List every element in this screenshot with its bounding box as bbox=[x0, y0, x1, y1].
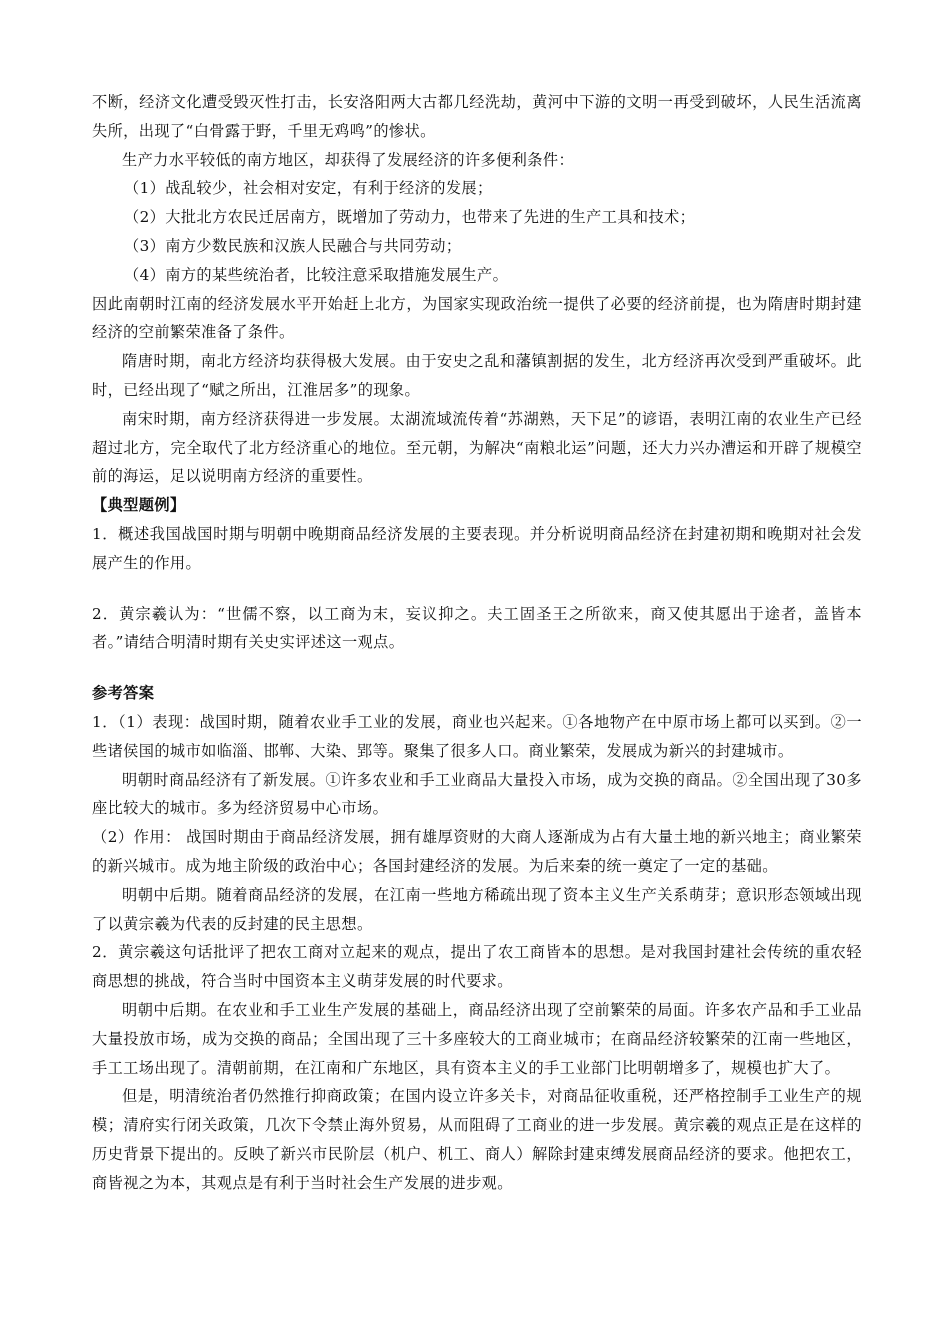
answer-2-part-2: 明朝中后期。在农业和手工业生产发展的基础上，商品经济出现了空前繁荣的局面。许多农产品和手工业品大量投放市场，成为交换的商品；全国出现了三十多座较大的工商业城市；在商品经济较繁荣的江南一些地区，手工工场出现了。清朝前期，在江南和广东地区，具有资本主义的手工业部门比明朝增多了，规模也扩大了。 bbox=[92, 1000, 862, 1077]
question-1: 1．概述我国战国时期与明朝中晚期商品经济发展的主要表现。并分析说明商品经济在封建初期和晚期对社会发展产生的作用。 bbox=[92, 524, 862, 572]
question-2: 2．黄宗羲认为：“世儒不察，以工商为末，妄议抑之。夫工固圣王之所欲来，商又使其愿出于途者，盖皆本者。”请结合明清时期有关史实评述这一观点。 bbox=[92, 604, 862, 652]
conditions-list bbox=[92, 174, 862, 289]
intro-paragraph-4: 隋唐时期，南北方经济均获得极大发展。由于安史之乱和藩镇割据的发生，北方经济再次受到严重破坏。此时，已经出现了“赋之所出，江淮居多”的现象。 bbox=[92, 352, 862, 399]
answer-2-part-3: 但是，明清统治者仍然推行抑商政策；在国内设立许多关卡，对商品征收重税，还严格控制手工业生产的规模；清府实行闭关政策，几次下令禁止海外贸易，从而阻碍了工商业的进一步发展。黄宗羲的观点正是在这样的历史背景下提出的。反映了新兴市民阶层（机户、机工、商人）解除封建束缚发展商品经济的要求。他把农工，商皆视之为本，其观点是有利于当时社会生产发展的进步观。 bbox=[92, 1087, 862, 1192]
answer-1-part-4: 明朝中后期。随着商品经济的发展，在江南一些地方稀疏出现了资本主义生产关系萌芽；意识形态领域出现了以黄宗羲为代表的反封建的民主思想。 bbox=[92, 885, 862, 933]
intro-paragraph-1: 不断，经济文化遭受毁灭性打击，长安洛阳两大古都几经洗劫，黄河中下游的文明一再受到破坏，人民生活流离失所，出现了“白骨露于野，千里无鸡鸣”的惨状。 bbox=[92, 93, 862, 140]
answer-1-part-2: 明朝时商品经济有了新发展。①许多农业和手工业商品大量投入市场，成为交换的商品。②全国出现了30多座比较大的城市。多为经济贸易中心市场。 bbox=[92, 770, 862, 818]
condition-item: （1）战乱较少，社会相对安定，有利于经济的发展； bbox=[124, 179, 493, 198]
spacer bbox=[92, 578, 862, 600]
condition-item: （3）南方少数民族和汉族人民融合与共同劳动； bbox=[124, 236, 462, 255]
answers-heading: 参考答案 bbox=[92, 684, 155, 703]
intro-paragraph-5: 南宋时期，南方经济获得进一步发展。太湖流域流传着“苏湖熟，天下足”的谚语，表明江南的农业生产已经超过北方，完全取代了北方经济重心的地位。至元朝，为解决“南粮北运”问题，还大力兴办漕运和开辟了规模空前的海运，足以说明南方经济的重要性。 bbox=[92, 409, 862, 486]
examples-heading: 【典型题例】 bbox=[92, 496, 186, 515]
intro-paragraph-3: 因此南朝时江南的经济发展水平开始赶上北方，为国家实现政治统一提供了必要的经济前提，也为隋唐时期封建经济的空前繁荣准备了条件。 bbox=[92, 294, 862, 342]
answer-1-part-3: （2）作用： 战国时期由于商品经济发展，拥有雄厚资财的大商人逐渐成为占有大量土地的新兴地主；商业繁荣的新兴城市。成为地主阶级的政治中心；各国封建经济的发展。为后来秦的统一奠定了一定的基础。 bbox=[92, 828, 862, 875]
intro-paragraph-2: 生产力水平较低的南方地区，却获得了发展经济的许多便利条件： bbox=[122, 150, 575, 169]
answer-1-part-1: 1．（1）表现：战国时期，随着农业手工业的发展，商业也兴起来。①各地物产在中原市场上都可以买到。②一些诸侯国的城市如临淄、邯郸、大染、郢等。聚集了很多人口。商业繁荣，发展成为新兴的封建城市。 bbox=[92, 712, 862, 760]
answer-2-part-1: 2．黄宗羲这句话批评了把农工商对立起来的观点，提出了农工商皆本的思想。是对我国封建社会传统的重农轻商思想的挑战，符合当时中国资本主义萌芽发展的时代要求。 bbox=[92, 943, 862, 991]
document-page bbox=[92, 88, 862, 1197]
spacer bbox=[92, 657, 862, 679]
condition-item: （4）南方的某些统治者，比较注意采取措施发展生产。 bbox=[124, 265, 509, 284]
condition-item: （2）大批北方农民迁居南方，既增加了劳动力，也带来了先进的生产工具和技术； bbox=[124, 208, 696, 227]
